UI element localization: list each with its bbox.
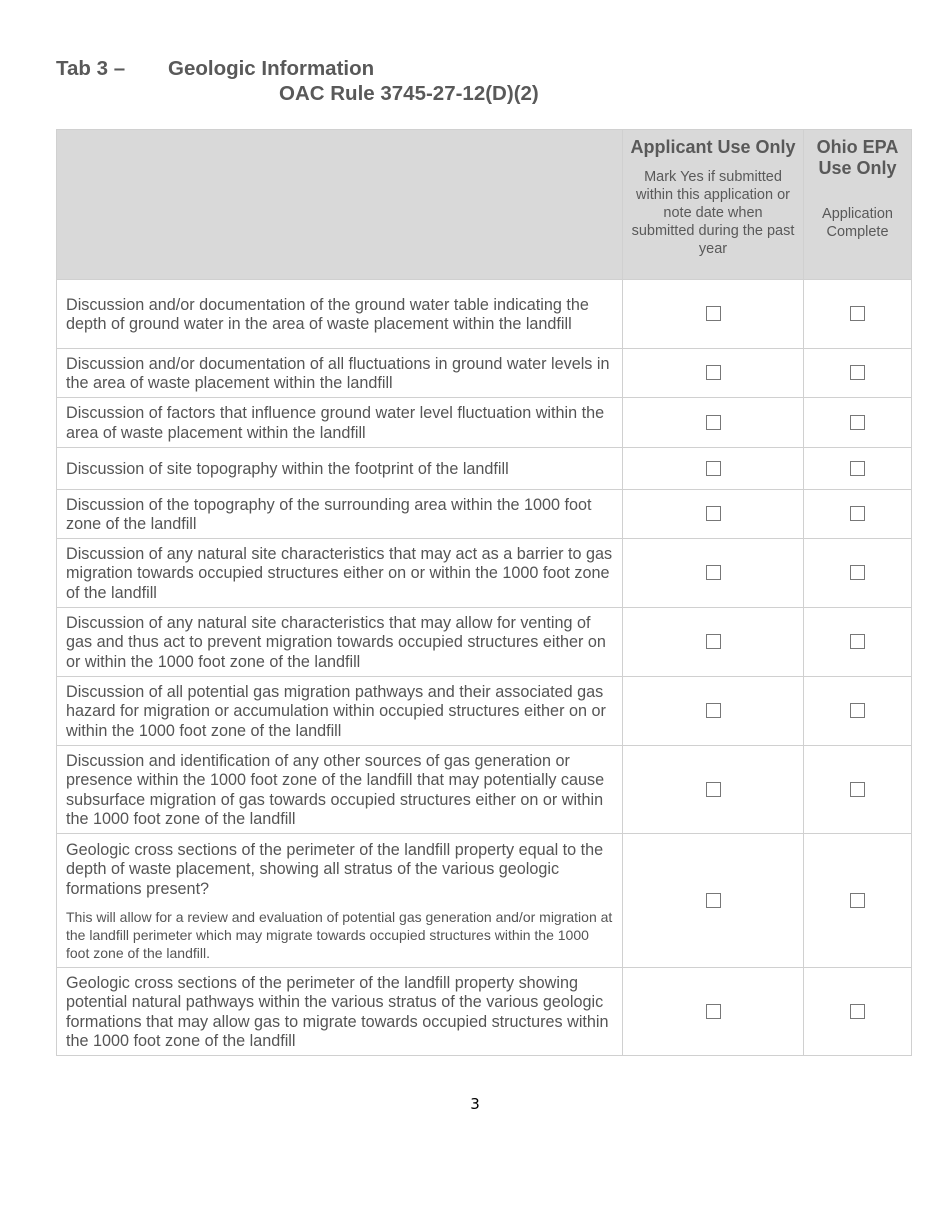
applicant-column-note: Mark Yes if submitted within this application or note date when submitted during the past year [631, 169, 795, 257]
applicant-checkbox-cell [623, 539, 804, 608]
table-row [57, 349, 912, 398]
epa-checkbox-cell [804, 539, 912, 608]
requirement-description [57, 968, 623, 1056]
requirement-description [57, 398, 623, 448]
requirement-text: Discussion of any natural site characteristics that may act as a barrier to gas migration towards occupied structures either on or within the 1000 foot zone of the landfill [66, 544, 613, 602]
page-number: 3 [470, 1095, 480, 1113]
requirement-description [57, 448, 623, 490]
header-blank-cell [57, 130, 623, 280]
requirement-text: Discussion and identification of any other sources of gas generation or presence within the 1000 foot zone of the landfill that may potentially cause subsurface migration of gas towards occupied structures either on or within the 1000 foot zone of the landfill [66, 751, 605, 828]
epa-checkbox[interactable] [850, 415, 865, 430]
epa-checkbox-cell [804, 398, 912, 448]
requirement-description [57, 746, 623, 834]
epa-checkbox[interactable] [850, 893, 865, 908]
table-row [57, 677, 912, 746]
epa-column-header [804, 130, 912, 280]
applicant-checkbox[interactable] [706, 506, 721, 521]
epa-column-title: Ohio EPA Use Only [816, 137, 899, 178]
applicant-checkbox-cell [623, 280, 804, 349]
epa-checkbox[interactable] [850, 1004, 865, 1019]
epa-checkbox-cell [804, 746, 912, 834]
applicant-checkbox-cell [623, 349, 804, 398]
rule-reference: OAC Rule 3745-27-12(D)(2) [279, 82, 539, 105]
requirement-text: Discussion of any natural site characteristics that may allow for venting of gas and thus act to prevent migration towards occupied structures either on or within the 1000 foot zone of the landfill [66, 613, 606, 671]
requirement-text: Discussion of factors that influence ground water level fluctuation within the area of waste placement within the landfill [66, 404, 605, 442]
applicant-checkbox-cell [623, 398, 804, 448]
requirement-description [57, 280, 623, 349]
applicant-checkbox[interactable] [706, 1004, 721, 1019]
requirement-note: This will allow for a review and evaluation of potential gas generation and/or migration at the landfill perimeter which may migrate towards occupied structures within the 1000 foot zone of the landfill. [66, 909, 613, 962]
requirement-text: Discussion and/or documentation of the ground water table indicating the depth of ground water in the area of waste placement within the landfill [66, 295, 589, 333]
requirement-text: Discussion of site topography within the footprint of the landfill [66, 459, 509, 478]
applicant-column-title: Applicant Use Only [630, 137, 796, 157]
epa-checkbox-cell [804, 834, 912, 968]
requirement-text: Discussion and/or documentation of all fluctuations in ground water levels in the area of waste placement within the landfill [66, 354, 610, 392]
epa-checkbox[interactable] [850, 782, 865, 797]
epa-checkbox[interactable] [850, 365, 865, 380]
requirement-text: Geologic cross sections of the perimeter of the landfill property equal to the depth of waste placement, showing all stratus of the various geologic formations present? [66, 840, 604, 898]
applicant-checkbox-cell [623, 834, 804, 968]
epa-checkbox[interactable] [850, 565, 865, 580]
applicant-checkbox-cell [623, 608, 804, 677]
applicant-checkbox[interactable] [706, 782, 721, 797]
applicant-column-header [623, 130, 804, 280]
applicant-checkbox[interactable] [706, 415, 721, 430]
requirement-description [57, 677, 623, 746]
applicant-checkbox[interactable] [706, 461, 721, 476]
applicant-checkbox[interactable] [706, 703, 721, 718]
checklist-table [56, 129, 912, 1056]
table-row [57, 539, 912, 608]
applicant-checkbox[interactable] [706, 306, 721, 321]
applicant-checkbox-cell [623, 677, 804, 746]
epa-checkbox[interactable] [850, 306, 865, 321]
table-row [57, 490, 912, 539]
epa-checkbox-cell [804, 677, 912, 746]
epa-checkbox-cell [804, 968, 912, 1056]
requirement-description [57, 608, 623, 677]
epa-checkbox[interactable] [850, 634, 865, 649]
applicant-checkbox-cell [623, 490, 804, 539]
epa-checkbox-cell [804, 448, 912, 490]
requirement-description [57, 539, 623, 608]
table-row [57, 608, 912, 677]
epa-checkbox-cell [804, 349, 912, 398]
epa-checkbox-cell [804, 490, 912, 539]
table-row [57, 448, 912, 490]
requirement-description [57, 834, 623, 968]
epa-checkbox[interactable] [850, 506, 865, 521]
epa-checkbox-cell [804, 608, 912, 677]
requirement-text: Discussion of all potential gas migration pathways and their associated gas hazard for migration or accumulation within occupied structures either on or within the 1000 foot zone of the landfill [66, 682, 606, 740]
epa-column-note: Application Complete [822, 206, 893, 240]
epa-checkbox[interactable] [850, 461, 865, 476]
requirement-text: Geologic cross sections of the perimeter of the landfill property showing potential natural pathways within the various stratus of the various geologic formations that may allow gas to migrate towards occupied structures within the 1000 foot zone of the landfill [66, 973, 609, 1050]
applicant-checkbox[interactable] [706, 565, 721, 580]
table-row [57, 280, 912, 349]
applicant-checkbox[interactable] [706, 365, 721, 380]
applicant-checkbox-cell [623, 968, 804, 1056]
table-row [57, 834, 912, 968]
epa-checkbox-cell [804, 280, 912, 349]
applicant-checkbox[interactable] [706, 634, 721, 649]
applicant-checkbox[interactable] [706, 893, 721, 908]
table-row [57, 968, 912, 1056]
table-row [57, 398, 912, 448]
applicant-checkbox-cell [623, 448, 804, 490]
table-header-row [57, 130, 912, 280]
table-row [57, 746, 912, 834]
applicant-checkbox-cell [623, 746, 804, 834]
epa-checkbox[interactable] [850, 703, 865, 718]
section-title: Geologic Information [168, 57, 375, 80]
requirement-description [57, 349, 623, 398]
tab-label: Tab 3 – [56, 57, 126, 80]
requirement-description [57, 490, 623, 539]
requirement-text: Discussion of the topography of the surrounding area within the 1000 foot zone of the landfill [66, 495, 592, 533]
